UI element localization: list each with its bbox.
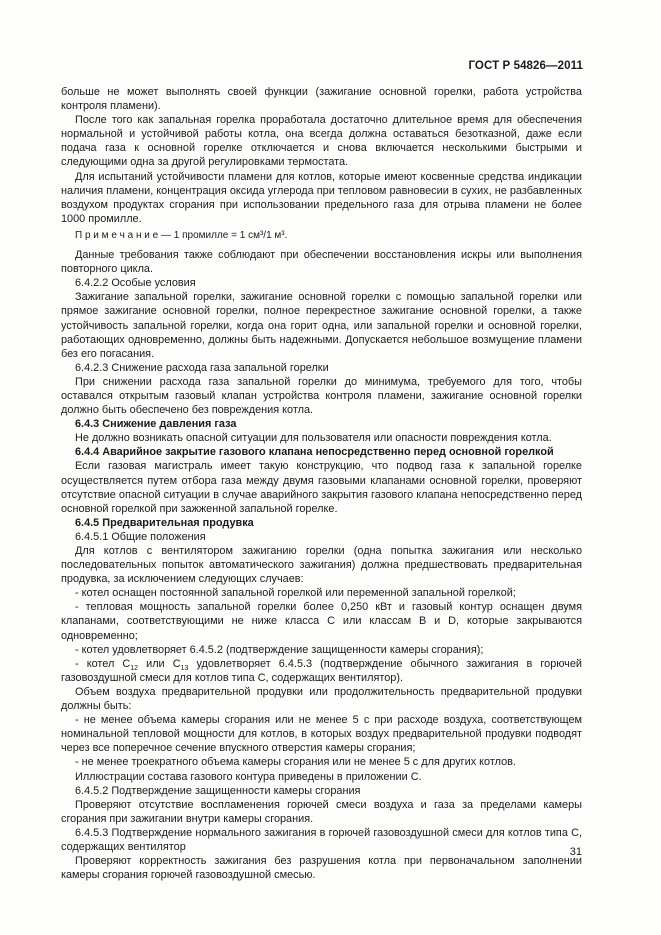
list-item: - не менее троекратного объема камеры сгорания или не менее 5 с для других котлов. [75, 756, 516, 769]
paragraph: Зажигание запальной горелки, зажигание основной горелки с помощью запальной горелки или прямое зажигание основной горелки, полное перекрестное зажигание основной горелки, а также устойчивость запальной горелки, когда она горит одна, или запальной горелки и основной горелки, работающих одновременно, должны быть надежными. Допускается небольшое возмущение пламени без его погасания. [61, 291, 582, 360]
section-heading-6-4-5-1: 6.4.5.1 Общие положения [75, 530, 206, 543]
note [61, 229, 582, 243]
paragraph: Если газовая магистраль имеет такую конструкцию, что подвод газа к запальной горелке осуществляется путем отбора газа между двумя газовыми клапанами основной горелки, проверяют отсутствие опасной ситуации в случае аварийного закрытия газового клапана непосредственно перед основной горелкой при зажженной запальной горелке. [61, 460, 582, 515]
list-item: - котел оснащен постоянной запальной горелкой или переменной запальной горелкой; [75, 587, 516, 600]
paragraph: Объем воздуха предварительной продувки или продолжительность предварительной продувки должны быть: [61, 685, 582, 713]
paragraph: Проверяют отсутствие воспламенения горючей смеси воздуха и газа за пределами камеры сгорания при зажигании внутри камеры сгорания. [61, 798, 582, 825]
paragraph: После того как запальная горелка проработала достаточно длительное время для обеспечения нормальной и устойчивой работы котла, она всегда должна оставаться безотказной, даже если подача газа к основной горелке отключается и снова включается несколькими быстрыми и следующими одна за другой регулировками термостата. [61, 114, 582, 169]
section-heading-6-4-2-3: 6.4.2.3 Снижение расхода газа запальной горелки [75, 361, 329, 374]
list-item-text: - тепловая мощность запальной горелки более 0,250 кВт и газовый контур оснащен двумя клапанами, соответствующими не ниже класса С или классам В и D, которые закрываются одновременно; [61, 601, 582, 642]
paragraph: Для испытаний устойчивости пламени для котлов, которые имеют косвенные средства индикации наличия пламени, концентрация оксида углерода при тепловом равновесии в сухих, не разбавленных воздухом продуктах сгорания при использовании предельного газа для отрыва пламени не более 1000 промилле. [61, 170, 582, 225]
paragraph: Проверяют корректность зажигания без разрушения котла при первоначальном заполнении камеры сгорания горючей газовоздушной смесью. [61, 855, 582, 882]
section-heading-6-4-5-2: 6.4.5.2 Подтверждение защищенности камеры сгорания [75, 784, 361, 797]
paragraph: Не должно возникать опасной ситуации для пользователя или опасности повреждения котла. [75, 432, 552, 445]
list-item-text: удовлетворяет 6.4.5.3 (подтверждение обычного зажигания в горючей газовоздушной смеси для котлов типа С, содержащих вентилятор). [61, 657, 582, 684]
paragraph: Иллюстрации состава газового контура приведены в приложении С. [75, 770, 422, 783]
paragraph: больше не может выполнять своей функции (зажигание основной горелки, работа устройства контроля пламени). [61, 86, 582, 113]
list-item-text: - котел С [75, 657, 131, 670]
note-text: — 1 промилле = 1 см³/1 м³. [158, 229, 288, 241]
list-item: - не менее объема камеры сгорания или не менее 5 с при расходе воздуха, соответствующем номинальной тепловой мощности для котлов, в которых воздух предварительной продувки подводят через все поперечное сечение впускного отверстия камеры сгорания; [61, 714, 582, 755]
standard-header: ГОСТ Р 54826—2011 [468, 60, 583, 72]
section-heading-6-4-2-2: 6.4.2.2 Особые условия [75, 277, 196, 290]
paragraph: Данные требования также соблюдают при обеспечении восстановления искры или выполнения повторного цикла. [61, 249, 582, 276]
list-item-text: или С [138, 657, 181, 670]
note-label: П р и м е ч а н и е [75, 229, 159, 241]
list-item: - котел удовлетворяет 6.4.5.2 (подтверждение защищенности камеры сгорания); [75, 643, 484, 656]
paragraph: При снижении расхода газа запальной горелки до минимума, требуемого для того, чтобы оставался открытым газовый клапан устройства контроля пламени, зажигание основной горелки должно быть обеспечено без повреждения котла. [61, 375, 582, 417]
section-heading-6-4-5: 6.4.5 Предварительная продувка [75, 516, 254, 529]
section-heading-6-4-3: 6.4.3 Снижение давления газа [75, 418, 237, 431]
section-heading-6-4-4: 6.4.4 Аварийное закрытие газового клапана непосредственно перед основной горелкой [75, 446, 554, 459]
page-number: 31 [569, 846, 582, 858]
subscript: 12 [130, 664, 139, 672]
document-body [61, 85, 582, 882]
paragraph: Для котлов с вентилятором зажиганию горелки (одна попытка зажигания или несколько последовательных попыток автоматического зажигания) должна предшествовать предварительная продувка, за исключением следующих случаев: [61, 545, 582, 586]
list-item [61, 600, 582, 642]
section-heading-6-4-5-3: 6.4.5.3 Подтверждение нормального зажигания в горючей газовоздушной смеси для котлов типа С, содержащих вентилятор [61, 826, 582, 853]
subscript: 13 [180, 664, 189, 672]
list-item [61, 657, 582, 685]
